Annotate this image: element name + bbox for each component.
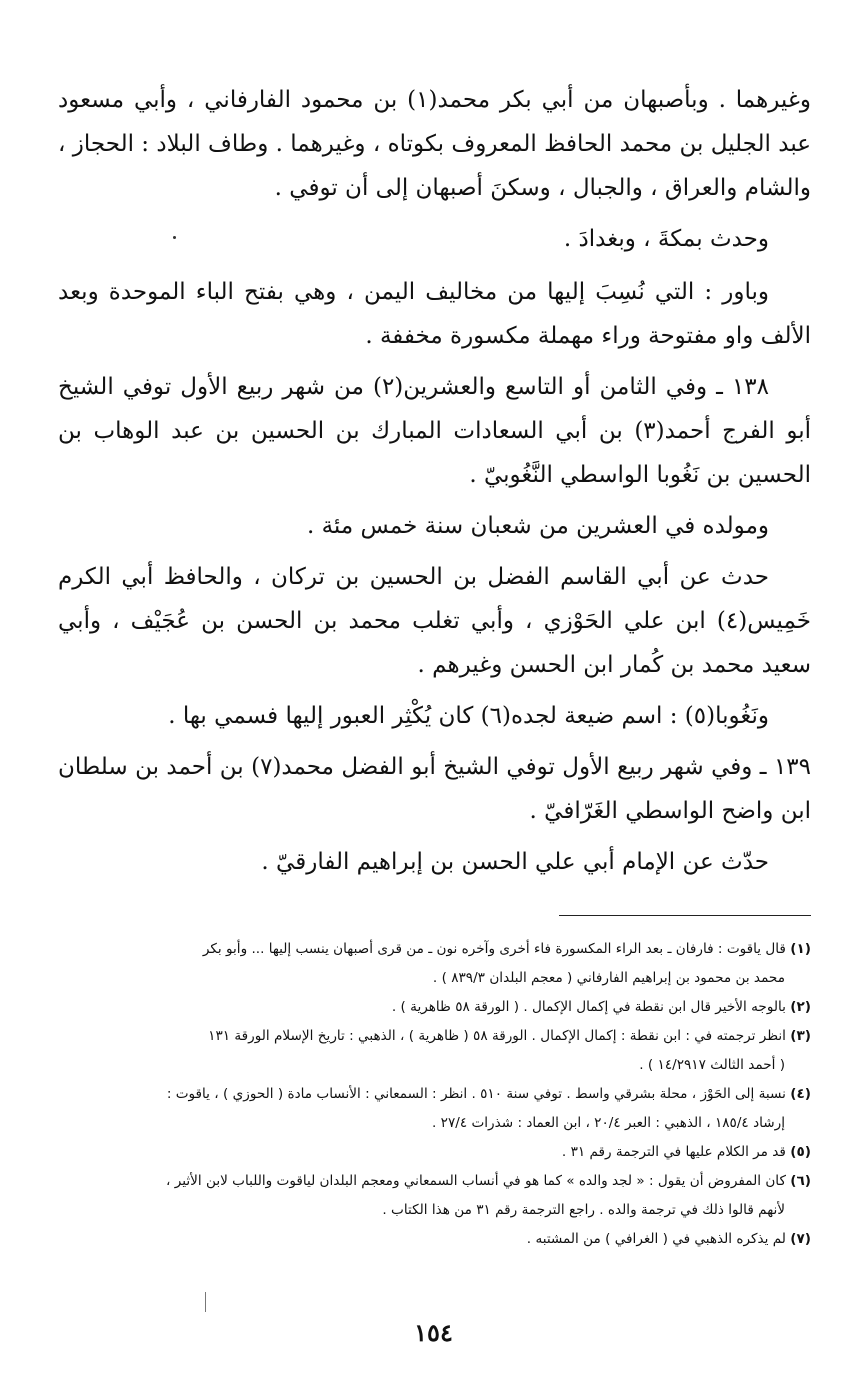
paragraph-5: ومولده في العشرين من شعبان سنة خمس مئة . [306, 513, 769, 539]
entry-139: ١٣٩ ـ وفي شهر ربيع الأول توفي الشيخ أبو الفضل محمد(٧) بن أحمد بن سلطان ابن واضح الواسطي الغَرّافيّ . [58, 754, 811, 824]
footnote-1-continuation: محمد بن محمود بن إبراهيم الفارفاني ( معجم البلدان ٨٣٩/٣ ) . [432, 970, 785, 986]
paragraph-3: وباور : التي نُسِبَ إليها من مخاليف اليمن ، وهي بفتح الباء الموحدة وبعد الألف واو مفتوحة وراء مهملة مكسورة مخففة . [58, 279, 811, 349]
paragraph-9: حدّث عن الإمام أبي علي الحسن بن إبراهيم الفارقيّ . [261, 849, 769, 875]
footnote-text: لم يذكره الذهبي في ( الغرافي ) من المشتبه . [526, 1231, 786, 1247]
stray-mark [173, 236, 176, 239]
footnote-text: بالوجه الأخير قال ابن نقطة في إكمال الإكمال . ( الورقة ٥٨ ظاهرية ) . [391, 999, 786, 1015]
footnote-text: قال ياقوت : فارفان ـ بعد الراء المكسورة فاء أخرى وآخره نون ـ من قرى أصبهان ينسب إليها ... وأبو بكر [202, 941, 786, 957]
footnote-number: (٧) [790, 1231, 811, 1247]
paragraph-1: وغيرهما . وبأصبهان من أبي بكر محمد(١) بن محمود الفارفاني ، وأبي مسعود عبد الجليل بن محمد الحافظ المعروف بكوتاه ، وغيرهما . وطاف البلاد : الحجاز ، والشام والعراق ، والجبال ، وسكنَ أصبهان إلى أن توفي . [58, 87, 811, 201]
footnote-2 [56, 993, 811, 1022]
footnote-number: (٤) [790, 1086, 811, 1102]
footnote-4-continuation: إرشاد ١٨٥/٤ ، الذهبي : العبر ٢٠/٤ ، ابن العماد : شذرات ٢٧/٤ . [432, 1115, 785, 1131]
footnote-6 [56, 1167, 811, 1196]
entry-138: ١٣٨ ـ وفي الثامن أو التاسع والعشرين(٢) من شهر ربيع الأول توفي الشيخ أبو الفرج أحمد(٣) بن أبي السعادات المبارك بن الحسين بن عبد الوهاب بن الحسين بن نَغُوبا الواسطي النَّغُوبيّ . [58, 374, 811, 488]
footnote-text: نسبة إلى الحَوْز ، محلة بشرقي واسط . توفي سنة ٥١٠ . انظر : السمعاني : الأنساب مادة ( الحوزي ) ، ياقوت : [166, 1086, 786, 1102]
footnote-number: (٥) [790, 1144, 811, 1160]
page-number: ١٥٤ [414, 1318, 453, 1347]
footnote-7 [56, 1225, 811, 1254]
footnote-number: (٢) [790, 999, 811, 1015]
footnotes [56, 935, 811, 1254]
main-text-body [58, 78, 811, 891]
footnote-number: (٣) [790, 1028, 811, 1044]
footnote-1 [56, 935, 811, 964]
footnote-3 [56, 1022, 811, 1051]
footnote-text: قد مر الكلام عليها في الترجمة رقم ٣١ . [561, 1144, 786, 1160]
paragraph-2: وحدث بمكةَ ، وبغدادَ . [563, 226, 769, 252]
footnote-3-continuation: ( أحمد الثالث ١٤/٢٩١٧ ) . [639, 1057, 785, 1073]
footnote-6-continuation: لأنهم قالوا ذلك في ترجمة والده . راجع الترجمة رقم ٣١ من هذا الكتاب . [382, 1202, 785, 1218]
paragraph-7: ونَغُوبا(٥) : اسم ضيعة لجده(٦) كان يُكْثِر العبور إليها فسمي بها . [168, 703, 769, 729]
paragraph-6: حدث عن أبي القاسم الفضل بن الحسين بن تركان ، والحافظ أبي الكرم خَمِيس(٤) ابن علي الحَوْزي ، وأبي تغلب محمد بن الحسن بن عُجَيْف ، وأبي سعيد محمد بن كُمار ابن الحسن وغيرهم . [58, 564, 811, 678]
footnote-number: (٦) [790, 1173, 811, 1189]
footnote-number: (١) [790, 941, 811, 957]
footnote-text: انظر ترجمته في : ابن نقطة : إكمال الإكمال . الورقة ٥٨ ( ظاهرية ) ، الذهبي : تاريخ الإسلام الورقة ١٣١ [208, 1028, 786, 1044]
footnote-text: كان المفروض أن يقول : « لجد والده » كما هو في أنساب السمعاني ومعجم البلدان لياقوت واللباب لابن الأثير ، [166, 1173, 786, 1189]
scan-mark [205, 1292, 206, 1312]
footnote-4 [56, 1080, 811, 1109]
footnote-separator [559, 915, 811, 916]
footnote-5 [56, 1138, 811, 1167]
